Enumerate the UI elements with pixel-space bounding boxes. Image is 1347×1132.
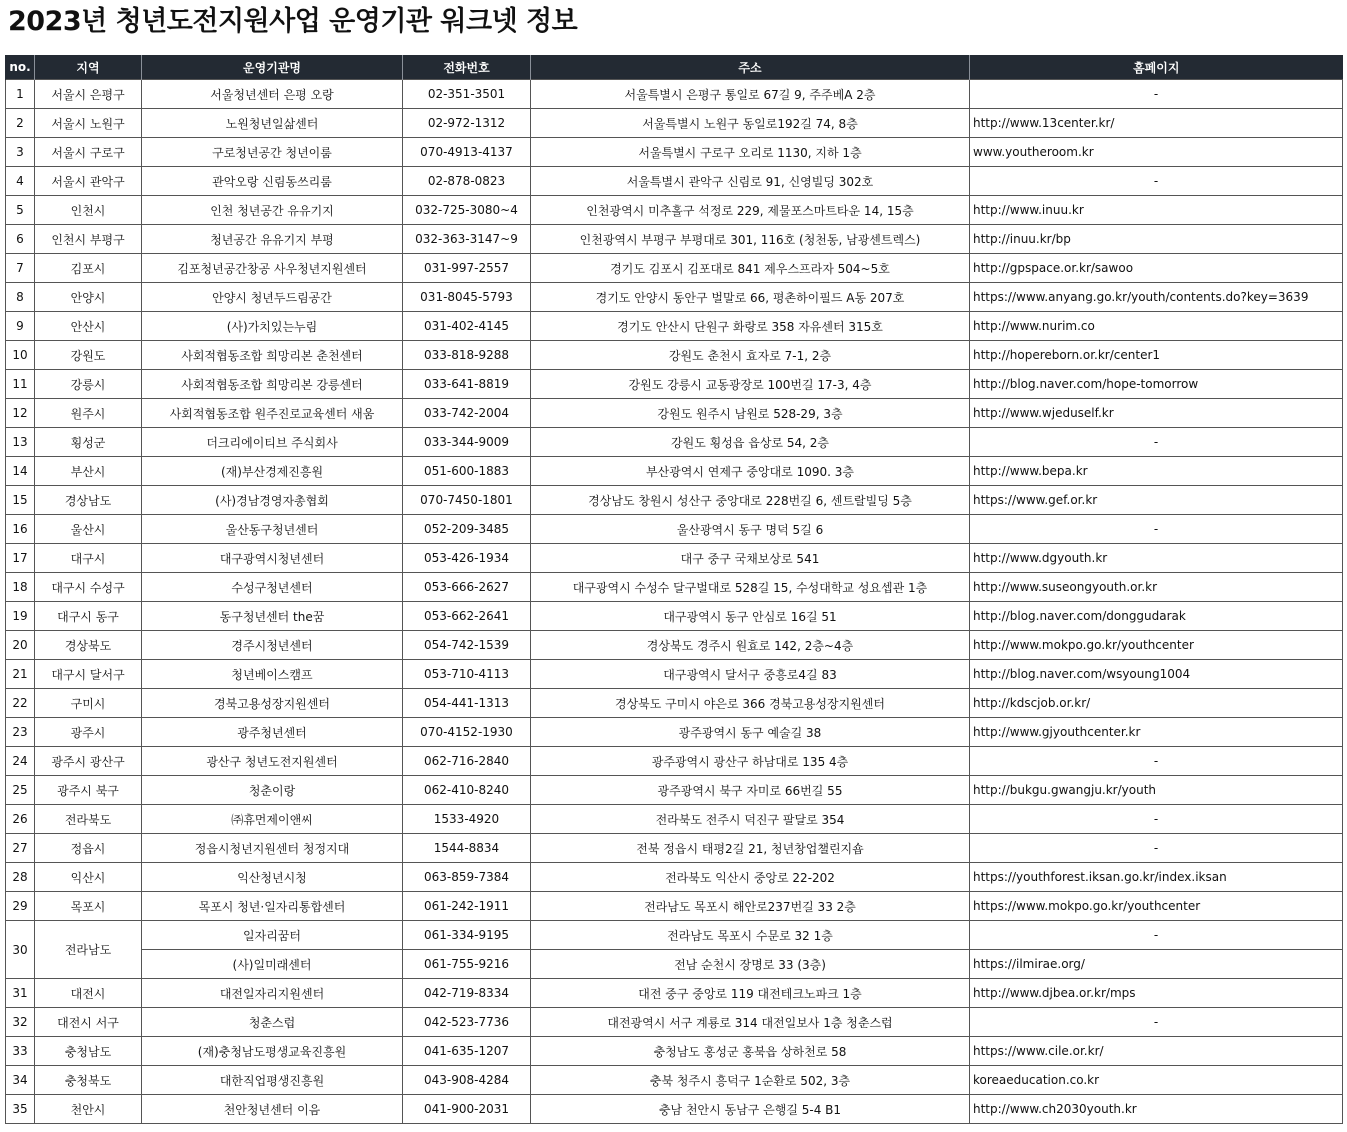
cell-region: 충청북도 [35,1066,142,1095]
cell-address: 서울특별시 노원구 동일로192길 74, 8층 [531,109,970,138]
table-row [6,486,1343,515]
table-row [6,457,1343,486]
cell-address: 전라북도 전주시 덕진구 팔달로 354 [531,805,970,834]
cell-address: 전라남도 목포시 수문로 32 1층 [531,921,970,950]
cell-org: 정읍시청년지원센터 청정지대 [142,834,403,863]
column-header-region: 지역 [35,55,142,80]
cell-address: 대전 중구 중앙로 119 대전테크노파크 1층 [531,979,970,1008]
cell-phone: 053-666-2627 [403,573,531,602]
column-header-no: no. [6,55,35,80]
cell-region: 정읍시 [35,834,142,863]
cell-no: 28 [6,863,35,892]
cell-phone: 070-4152-1930 [403,718,531,747]
cell-homepage[interactable]: http://www.nurim.co [970,312,1343,341]
cell-address: 충남 천안시 동남구 은행길 5-4 B1 [531,1095,970,1124]
cell-region: 원주시 [35,399,142,428]
cell-org: 천안청년센터 이음 [142,1095,403,1124]
table-row [6,573,1343,602]
table-row [6,80,1343,109]
cell-address: 강원도 원주시 남원로 528-29, 3층 [531,399,970,428]
table-row [6,283,1343,312]
table-row [6,544,1343,573]
cell-org: 사회적협동조합 희망리본 춘천센터 [142,341,403,370]
cell-no: 14 [6,457,35,486]
cell-org: 일자리꿈터 [142,921,403,950]
cell-org: (사)일미래센터 [142,950,403,979]
table-row [6,254,1343,283]
cell-homepage: - [970,167,1343,196]
cell-org: 인천 청년공간 유유기지 [142,196,403,225]
cell-region: 서울시 노원구 [35,109,142,138]
cell-region: 경상남도 [35,486,142,515]
column-header-homepage: 홈페이지 [970,55,1343,80]
cell-phone: 02-878-0823 [403,167,531,196]
cell-address: 광주광역시 광산구 하남대로 135 4층 [531,747,970,776]
table-row [6,776,1343,805]
cell-address: 전라남도 목포시 해안로237번길 33 2층 [531,892,970,921]
cell-no: 32 [6,1008,35,1037]
cell-no: 26 [6,805,35,834]
cell-homepage[interactable]: https://youthforest.iksan.go.kr/index.iksan [970,863,1343,892]
table-row [6,979,1343,1008]
cell-no: 19 [6,602,35,631]
cell-region: 광주시 북구 [35,776,142,805]
cell-address: 울산광역시 동구 명덕 5길 6 [531,515,970,544]
cell-homepage[interactable]: http://bukgu.gwangju.kr/youth [970,776,1343,805]
cell-address: 인천광역시 부평구 부평대로 301, 116호 (청천동, 남광센트렉스) [531,225,970,254]
cell-phone: 031-402-4145 [403,312,531,341]
table-row [6,863,1343,892]
cell-homepage[interactable]: http://www.dgyouth.kr [970,544,1343,573]
cell-no: 18 [6,573,35,602]
cell-homepage[interactable]: http://inuu.kr/bp [970,225,1343,254]
cell-region: 구미시 [35,689,142,718]
cell-homepage: - [970,428,1343,457]
cell-org: 대구광역시청년센터 [142,544,403,573]
org-table [5,55,1343,1124]
cell-phone: 054-742-1539 [403,631,531,660]
cell-no: 31 [6,979,35,1008]
cell-homepage[interactable]: http://www.wjeduself.kr [970,399,1343,428]
cell-phone: 053-426-1934 [403,544,531,573]
cell-address: 인천광역시 미추홀구 석정로 229, 제물포스마트타운 14, 15층 [531,196,970,225]
cell-address: 전남 순천시 장명로 33 (3층) [531,950,970,979]
cell-address: 광주광역시 북구 자미로 66번길 55 [531,776,970,805]
cell-phone: 061-755-9216 [403,950,531,979]
cell-homepage[interactable]: koreaeducation.co.kr [970,1066,1343,1095]
cell-homepage: - [970,515,1343,544]
cell-no: 2 [6,109,35,138]
cell-org: 사회적협동조합 희망리본 강릉센터 [142,370,403,399]
cell-org: 광주청년센터 [142,718,403,747]
cell-org: (재)충청남도평생교육진흥원 [142,1037,403,1066]
cell-region: 울산시 [35,515,142,544]
cell-no: 27 [6,834,35,863]
cell-phone: 033-641-8819 [403,370,531,399]
cell-region: 대전시 [35,979,142,1008]
cell-region: 경상북도 [35,631,142,660]
cell-homepage[interactable]: http://blog.naver.com/donggudarak [970,602,1343,631]
cell-homepage[interactable]: https://www.anyang.go.kr/youth/contents.do?key=3639 [970,283,1343,312]
cell-no: 30 [6,921,35,979]
column-header-phone: 전화번호 [403,55,531,80]
cell-homepage[interactable]: https://www.mokpo.go.kr/youthcenter [970,892,1343,921]
cell-phone: 070-4913-4137 [403,138,531,167]
cell-org: 동구청년센터 the꿈 [142,602,403,631]
cell-region: 강원도 [35,341,142,370]
cell-phone: 033-818-9288 [403,341,531,370]
cell-no: 4 [6,167,35,196]
cell-homepage[interactable]: http://www.bepa.kr [970,457,1343,486]
cell-homepage: - [970,834,1343,863]
cell-phone: 032-363-3147~9 [403,225,531,254]
cell-phone: 053-662-2641 [403,602,531,631]
cell-no: 15 [6,486,35,515]
table-row [6,950,1343,979]
cell-no: 16 [6,515,35,544]
cell-org: 광산구 청년도전지원센터 [142,747,403,776]
cell-org: 청년공간 유유기지 부평 [142,225,403,254]
cell-homepage[interactable]: https://www.cile.or.kr/ [970,1037,1343,1066]
cell-phone: 02-972-1312 [403,109,531,138]
cell-homepage[interactable]: https://www.gef.or.kr [970,486,1343,515]
cell-homepage[interactable]: https://ilmirae.org/ [970,950,1343,979]
cell-phone: 052-209-3485 [403,515,531,544]
table-row [6,805,1343,834]
cell-region: 서울시 은평구 [35,80,142,109]
cell-org: 노원청년일삶센터 [142,109,403,138]
cell-address: 전라북도 익산시 중앙로 22-202 [531,863,970,892]
table-row [6,515,1343,544]
cell-address: 부산광역시 연제구 중앙대로 1090. 3층 [531,457,970,486]
cell-org: 더크리에이티브 주식회사 [142,428,403,457]
table-row [6,1095,1343,1124]
cell-no: 9 [6,312,35,341]
column-header-address: 주소 [531,55,970,80]
cell-region: 강릉시 [35,370,142,399]
cell-address: 대구광역시 동구 안심로 16길 51 [531,602,970,631]
cell-phone: 041-900-2031 [403,1095,531,1124]
cell-address: 경기도 김포시 김포대로 841 제우스프라자 504~5호 [531,254,970,283]
cell-no: 33 [6,1037,35,1066]
column-header-org: 운영기관명 [142,55,403,80]
cell-region: 충청남도 [35,1037,142,1066]
cell-phone: 063-859-7384 [403,863,531,892]
cell-phone: 02-351-3501 [403,80,531,109]
table-row [6,602,1343,631]
cell-no: 11 [6,370,35,399]
cell-no: 5 [6,196,35,225]
cell-org: 수성구청년센터 [142,573,403,602]
cell-no: 23 [6,718,35,747]
cell-region: 대전시 서구 [35,1008,142,1037]
cell-phone: 051-600-1883 [403,457,531,486]
cell-homepage[interactable]: http://www.ch2030youth.kr [970,1095,1343,1124]
cell-org: 구로청년공간 청년이룸 [142,138,403,167]
table-row [6,718,1343,747]
cell-region: 목포시 [35,892,142,921]
cell-no: 8 [6,283,35,312]
cell-org: 청춘이랑 [142,776,403,805]
cell-phone: 061-242-1911 [403,892,531,921]
table-row [6,631,1343,660]
cell-phone: 033-344-9009 [403,428,531,457]
cell-homepage: - [970,805,1343,834]
cell-homepage[interactable]: www.youtheroom.kr [970,138,1343,167]
cell-org: 경주시청년센터 [142,631,403,660]
cell-homepage: - [970,921,1343,950]
cell-address: 전북 정읍시 태평2길 21, 청년창업챌린지숍 [531,834,970,863]
cell-address: 강원도 횡성읍 읍상로 54, 2층 [531,428,970,457]
cell-homepage: - [970,747,1343,776]
cell-address: 충북 청주시 흥덕구 1순환로 502, 3층 [531,1066,970,1095]
cell-address: 대구광역시 달서구 중흥로4길 83 [531,660,970,689]
cell-homepage[interactable]: http://www.13center.kr/ [970,109,1343,138]
cell-homepage[interactable]: http://www.inuu.kr [970,196,1343,225]
cell-region: 횡성군 [35,428,142,457]
cell-address: 충청남도 홍성군 홍북읍 상하천로 58 [531,1037,970,1066]
cell-org: 경북고용성장지원센터 [142,689,403,718]
page-title: 2023년 청년도전지원사업 운영기관 워크넷 정보 [8,6,578,37]
cell-org: 청년베이스캠프 [142,660,403,689]
table-row [6,312,1343,341]
cell-org: 사회적협동조합 원주진로교육센터 새움 [142,399,403,428]
cell-region: 안산시 [35,312,142,341]
cell-no: 22 [6,689,35,718]
cell-org: (재)부산경제진흥원 [142,457,403,486]
cell-region: 안양시 [35,283,142,312]
cell-phone: 042-719-8334 [403,979,531,1008]
cell-region: 서울시 구로구 [35,138,142,167]
cell-region: 부산시 [35,457,142,486]
cell-phone: 033-742-2004 [403,399,531,428]
cell-org: 목포시 청년·일자리통합센터 [142,892,403,921]
cell-address: 강원도 강릉시 교동광장로 100번길 17-3, 4층 [531,370,970,399]
table-row [6,1008,1343,1037]
cell-homepage[interactable]: http://blog.naver.com/hope-tomorrow [970,370,1343,399]
table-row [6,225,1343,254]
cell-homepage[interactable]: http://www.djbea.or.kr/mps [970,979,1343,1008]
table-row [6,109,1343,138]
cell-org: (사)가치있는누림 [142,312,403,341]
table-row [6,138,1343,167]
table-row [6,428,1343,457]
cell-address: 경상북도 경주시 원효로 142, 2층~4층 [531,631,970,660]
cell-phone: 053-710-4113 [403,660,531,689]
cell-phone: 1544-8834 [403,834,531,863]
cell-homepage: - [970,80,1343,109]
cell-org: 청춘스럽 [142,1008,403,1037]
cell-homepage[interactable]: http://hopereborn.or.kr/center1 [970,341,1343,370]
cell-no: 17 [6,544,35,573]
table-row [6,341,1343,370]
cell-no: 10 [6,341,35,370]
cell-region: 광주시 광산구 [35,747,142,776]
cell-org: 대한직업평생진흥원 [142,1066,403,1095]
cell-org: 김포청년공간창공 사우청년지원센터 [142,254,403,283]
cell-phone: 043-908-4284 [403,1066,531,1095]
cell-phone: 062-716-2840 [403,747,531,776]
table-row [6,689,1343,718]
cell-region: 전라북도 [35,805,142,834]
cell-address: 대전광역시 서구 계룡로 314 대전일보사 1층 청춘스럽 [531,1008,970,1037]
cell-no: 6 [6,225,35,254]
table-row [6,747,1343,776]
cell-address: 경기도 안양시 동안구 벌말로 66, 평촌하이필드 A동 207호 [531,283,970,312]
cell-region: 익산시 [35,863,142,892]
cell-address: 경상남도 창원시 성산구 중앙대로 228번길 6, 센트랄빌딩 5층 [531,486,970,515]
cell-address: 광주광역시 동구 예술길 38 [531,718,970,747]
cell-no: 7 [6,254,35,283]
cell-region: 대구시 달서구 [35,660,142,689]
cell-phone: 062-410-8240 [403,776,531,805]
cell-org: 안양시 청년두드림공간 [142,283,403,312]
cell-org: 대전일자리지원센터 [142,979,403,1008]
cell-address: 강원도 춘천시 효자로 7-1, 2층 [531,341,970,370]
cell-no: 1 [6,80,35,109]
table-row [6,660,1343,689]
cell-region: 인천시 [35,196,142,225]
cell-address: 서울특별시 구로구 오리로 1130, 지하 1층 [531,138,970,167]
cell-region: 대구시 수성구 [35,573,142,602]
cell-phone: 031-8045-5793 [403,283,531,312]
cell-org: 울산동구청년센터 [142,515,403,544]
cell-address: 서울특별시 관악구 신림로 91, 신영빌딩 302호 [531,167,970,196]
table-row [6,834,1343,863]
table-row [6,892,1343,921]
table-row [6,196,1343,225]
cell-org: 관악오랑 신림동쓰리룸 [142,167,403,196]
cell-phone: 070-7450-1801 [403,486,531,515]
cell-homepage[interactable]: http://www.gjyouthcenter.kr [970,718,1343,747]
cell-org: 서울청년센터 은평 오랑 [142,80,403,109]
cell-no: 21 [6,660,35,689]
cell-phone: 061-334-9195 [403,921,531,950]
cell-address: 대구광역시 수성수 달구벌대로 528길 15, 수성대학교 성요셉관 1층 [531,573,970,602]
cell-no: 12 [6,399,35,428]
table-row [6,921,1343,950]
cell-homepage: - [970,1008,1343,1037]
cell-region: 천안시 [35,1095,142,1124]
cell-no: 24 [6,747,35,776]
cell-no: 13 [6,428,35,457]
cell-region: 김포시 [35,254,142,283]
table-header-row [6,55,1343,80]
cell-address: 서울특별시 은평구 통일로 67길 9, 주주베A 2층 [531,80,970,109]
cell-phone: 054-441-1313 [403,689,531,718]
cell-homepage[interactable]: http://www.suseongyouth.or.kr [970,573,1343,602]
table-row [6,1037,1343,1066]
cell-org: ㈜휴먼제이앤씨 [142,805,403,834]
cell-phone: 032-725-3080~4 [403,196,531,225]
cell-address: 대구 중구 국채보상로 541 [531,544,970,573]
cell-region: 인천시 부평구 [35,225,142,254]
cell-region: 대구시 동구 [35,602,142,631]
cell-no: 3 [6,138,35,167]
cell-no: 20 [6,631,35,660]
cell-phone: 031-997-2557 [403,254,531,283]
cell-phone: 041-635-1207 [403,1037,531,1066]
cell-no: 34 [6,1066,35,1095]
cell-org: 익산청년시청 [142,863,403,892]
cell-region: 대구시 [35,544,142,573]
cell-homepage[interactable]: http://kdscjob.or.kr/ [970,689,1343,718]
cell-homepage[interactable]: http://www.mokpo.go.kr/youthcenter [970,631,1343,660]
cell-region: 광주시 [35,718,142,747]
table-row [6,167,1343,196]
table-row [6,1066,1343,1095]
cell-homepage[interactable]: http://blog.naver.com/wsyoung1004 [970,660,1343,689]
cell-region: 서울시 관악구 [35,167,142,196]
cell-no: 25 [6,776,35,805]
cell-address: 경상북도 구미시 야은로 366 경북고용성장지원센터 [531,689,970,718]
cell-no: 35 [6,1095,35,1124]
cell-phone: 1533-4920 [403,805,531,834]
cell-homepage[interactable]: http://gpspace.or.kr/sawoo [970,254,1343,283]
cell-phone: 042-523-7736 [403,1008,531,1037]
cell-no: 29 [6,892,35,921]
table-row [6,399,1343,428]
cell-org: (사)경남경영자총협회 [142,486,403,515]
cell-region: 전라남도 [35,921,142,979]
cell-address: 경기도 안산시 단원구 화랑로 358 자유센터 315호 [531,312,970,341]
table-row [6,370,1343,399]
